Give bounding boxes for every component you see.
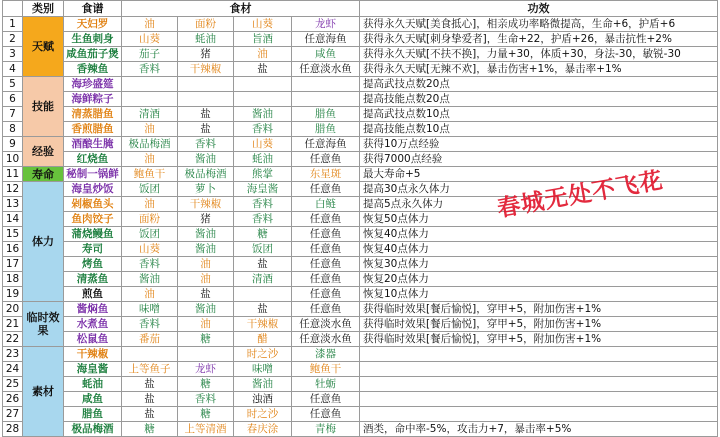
table-row [3,47,718,62]
recipe-name: 生鱼刺身 [64,32,122,47]
effect-cell: 最大寿命+5 [360,167,718,182]
ingredient-cell: 极品梅酒 [122,137,178,152]
ingredient-cell: 浊酒 [234,392,292,407]
recipe-name: 海鲜粽子 [64,92,122,107]
effect-cell: 恢复50点体力 [360,212,718,227]
category-cell: 素材 [23,347,64,437]
ingredient-cell: 任意鱼 [292,272,360,287]
ingredient-cell: 干辣椒 [178,197,234,212]
ingredient-cell: 盐 [234,257,292,272]
ingredient-cell: 春庆涂 [234,422,292,437]
ingredient-cell: 香料 [122,317,178,332]
table-row [3,392,718,407]
ingredient-cell: 时之沙 [234,347,292,362]
ingredient-cell [122,77,178,92]
ingredient-cell: 任意鱼 [292,287,360,302]
row-number: 26 [3,392,23,407]
category-cell: 体力 [23,182,64,302]
effect-cell: 酒类，命中率-5%，攻击力+7，暴击率+5% [360,422,718,437]
row-number: 16 [3,242,23,257]
recipe-name: 寿司 [64,242,122,257]
recipe-name: 海皇炒饭 [64,182,122,197]
ingredient-cell: 油 [122,17,178,32]
ingredient-cell: 清酒 [234,272,292,287]
category-header: 类别 [23,1,64,17]
ingredient-cell: 酱油 [178,302,234,317]
recipe-name: 松鼠鱼 [64,332,122,347]
ingredient-cell: 熊掌 [234,167,292,182]
ingredient-cell [122,92,178,107]
ingredient-cell [234,77,292,92]
ingredient-cell: 任意淡水鱼 [292,62,360,77]
table-row [3,242,718,257]
effect-cell: 获得永久天赋[无辣不欢]，暴击伤害+1%，暴击率+1% [360,62,718,77]
row-number: 7 [3,107,23,122]
ingredient-cell: 干辣椒 [234,317,292,332]
ingredient-cell: 蚝油 [234,152,292,167]
ingredient-cell: 白鲢 [292,197,360,212]
ingredient-cell: 任意淡水鱼 [292,332,360,347]
ingredient-cell: 盐 [122,377,178,392]
ingredient-cell [178,92,234,107]
ingredient-cell: 山葵 [122,32,178,47]
effect-cell: 获得10万点经验 [360,137,718,152]
ingredient-cell: 上等清酒 [178,422,234,437]
ingredient-cell: 任意鱼 [292,152,360,167]
row-number: 19 [3,287,23,302]
recipe-name: 清蒸腊鱼 [64,107,122,122]
recipe-name: 酱焖鱼 [64,302,122,317]
effect-cell: 获得7000点经验 [360,152,718,167]
row-number: 4 [3,62,23,77]
ingredient-cell: 香料 [178,137,234,152]
table-row [3,92,718,107]
table-row [3,122,718,137]
ingredient-cell: 上等鱼子 [122,362,178,377]
effect-cell: 提高技能点数20点 [360,92,718,107]
ingredient-cell: 牡蛎 [292,377,360,392]
ingredient-cell [178,77,234,92]
recipe-name: 烤鱼 [64,257,122,272]
table-row [3,422,718,437]
ingredient-cell: 盐 [234,302,292,317]
ingredient-cell: 盐 [234,62,292,77]
ingredient-cell: 腊鱼 [292,122,360,137]
row-number: 17 [3,257,23,272]
ingredient-cell: 酱油 [178,227,234,242]
ingredient-cell: 盐 [178,107,234,122]
table-row [3,107,718,122]
ingredient-cell: 香料 [122,62,178,77]
recipe-name: 香煎腊鱼 [64,122,122,137]
table-row [3,407,718,422]
ingredient-cell: 任意鱼 [292,257,360,272]
ingredient-cell [122,347,178,362]
row-number: 3 [3,47,23,62]
ingredient-cell: 盐 [122,407,178,422]
ingredient-cell: 面粉 [122,212,178,227]
effect-cell: 获得临时效果[餐后愉悦]，穿甲+5，附加伤害+1% [360,302,718,317]
ingredient-cell: 鲍鱼干 [122,167,178,182]
row-number: 22 [3,332,23,347]
category-cell: 寿命 [23,167,64,182]
table-row [3,287,718,302]
table-row [3,62,718,77]
effect-cell: 提高武技点数10点 [360,107,718,122]
row-number: 8 [3,122,23,137]
ingredient-cell: 青梅 [292,422,360,437]
recipe-name: 海皇酱 [64,362,122,377]
effect-cell [360,407,718,422]
ingredient-cell: 糖 [234,227,292,242]
ingredient-cell: 香料 [234,197,292,212]
effect-cell: 恢复40点体力 [360,242,718,257]
category-cell: 经验 [23,137,64,167]
ingredient-cell: 酱油 [234,107,292,122]
ingredient-cell [178,347,234,362]
ingredient-cell: 极品梅酒 [178,167,234,182]
ingredient-cell: 糖 [178,332,234,347]
recipe-name: 天妇罗 [64,17,122,32]
ingredient-cell: 清酒 [122,107,178,122]
ingredient-cell: 香料 [122,257,178,272]
recipe-name: 水煮鱼 [64,317,122,332]
ingredient-cell: 油 [122,287,178,302]
table-row [3,152,718,167]
ingredient-cell: 香料 [234,122,292,137]
row-number: 18 [3,272,23,287]
row-number: 21 [3,317,23,332]
table-row [3,347,718,362]
effect-cell: 恢复20点体力 [360,272,718,287]
ingredient-cell: 面粉 [178,17,234,32]
ingredient-cell [234,287,292,302]
ingredient-cell: 油 [178,257,234,272]
ingredient-cell: 味噌 [234,362,292,377]
ingredient-cell: 任意鱼 [292,392,360,407]
effect-cell: 获得永久天赋[刺身挚爱者]，生命+22，护盾+26，暴击抗性+2% [360,32,718,47]
effect-cell: 恢复30点体力 [360,257,718,272]
ingredient-cell [234,92,292,107]
ingredient-cell: 时之沙 [234,407,292,422]
row-number: 5 [3,77,23,92]
ingredient-cell: 鲍鱼干 [292,362,360,377]
ingredient-cell: 味噌 [122,302,178,317]
table-row [3,257,718,272]
effect-cell [360,347,718,362]
row-number: 9 [3,137,23,152]
effect-cell: 提高武技点数20点 [360,77,718,92]
ingredient-cell: 任意鱼 [292,182,360,197]
row-number: 15 [3,227,23,242]
ingredient-cell: 盐 [122,392,178,407]
row-number: 28 [3,422,23,437]
effect-cell [360,362,718,377]
category-cell: 临时效果 [23,302,64,347]
ingredient-cell: 油 [178,317,234,332]
ingredient-cell: 番茄 [122,332,178,347]
effect-cell: 提高技能点数10点 [360,122,718,137]
recipe-name: 秘制一锅鲜 [64,167,122,182]
row-number: 24 [3,362,23,377]
recipe-name: 鱼肉饺子 [64,212,122,227]
recipe-name: 红烧鱼 [64,152,122,167]
table-row [3,272,718,287]
ingredient-cell: 油 [122,152,178,167]
ingredient-cell: 山葵 [234,17,292,32]
table-row [3,377,718,392]
table-row [3,212,718,227]
recipe-name: 煎鱼 [64,287,122,302]
row-number: 25 [3,377,23,392]
recipe-name: 剁椒鱼头 [64,197,122,212]
ingredient-cell: 任意鱼 [292,212,360,227]
ingredient-cell: 酱油 [122,272,178,287]
effect-cell: 提高5点永久体力 [360,197,718,212]
recipe-name: 蚝油 [64,377,122,392]
row-number: 13 [3,197,23,212]
ingredient-cell: 腊鱼 [292,107,360,122]
ingredient-cell: 香料 [234,212,292,227]
row-number: 20 [3,302,23,317]
effect-cell: 获得永久天赋[美食抵心]，相亲成功率略微提高，生命+6，护盾+6 [360,17,718,32]
ingredient-cell: 咸鱼 [292,47,360,62]
ingredient-cell: 酱油 [178,242,234,257]
recipe-name: 咸鱼茄子煲 [64,47,122,62]
ingredient-cell: 饭团 [122,182,178,197]
effect-cell: 获得临时效果[餐后愉悦]，穿甲+5，附加伤害+1% [360,317,718,332]
ingredient-cell: 龙虾 [178,362,234,377]
recipe-name: 海珍盛筵 [64,77,122,92]
effect-cell: 恢复40点体力 [360,227,718,242]
table-row [3,137,718,152]
recipe-name: 蒲烧鳗鱼 [64,227,122,242]
ingredient-cell: 酱油 [178,152,234,167]
row-number: 14 [3,212,23,227]
table-row [3,332,718,347]
ingredient-cell: 猪 [178,47,234,62]
ingredient-cell: 任意海鱼 [292,32,360,47]
row-number: 2 [3,32,23,47]
ingredients-header: 食材 [122,1,360,17]
table-row [3,227,718,242]
table-row [3,77,718,92]
ingredient-cell: 任意鱼 [292,407,360,422]
ingredient-cell [292,77,360,92]
ingredient-cell: 酱油 [234,377,292,392]
ingredient-cell: 香料 [178,392,234,407]
row-number: 12 [3,182,23,197]
ingredient-cell: 糖 [178,407,234,422]
recipe-name: 香辣鱼 [64,62,122,77]
ingredient-cell: 蚝油 [178,32,234,47]
table-row [3,17,718,32]
effect-cell: 提高30点永久体力 [360,182,718,197]
ingredient-cell: 糖 [122,422,178,437]
recipe-name: 清蒸鱼 [64,272,122,287]
ingredient-cell: 山葵 [234,137,292,152]
ingredient-cell: 任意鱼 [292,227,360,242]
recipe-name: 腊鱼 [64,407,122,422]
table-row [3,302,718,317]
row-number: 11 [3,167,23,182]
effect-header: 功效 [360,1,718,17]
row-number: 10 [3,152,23,167]
header-row [3,1,718,17]
ingredient-cell: 盐 [178,287,234,302]
ingredient-cell: 油 [178,272,234,287]
ingredient-cell: 漆器 [292,347,360,362]
ingredient-cell: 任意淡水鱼 [292,317,360,332]
recipe-name: 酒酿生腌 [64,137,122,152]
table-row [3,362,718,377]
ingredient-cell [292,92,360,107]
ingredient-cell: 旨酒 [234,32,292,47]
ingredient-cell: 任意鱼 [292,242,360,257]
effect-cell [360,392,718,407]
row-number: 23 [3,347,23,362]
watermark-text: 春城无处不飞花 [495,166,666,223]
ingredient-cell: 醋 [234,332,292,347]
ingredient-cell: 糖 [178,377,234,392]
ingredient-cell: 龙虾 [292,17,360,32]
row-number-header [3,1,23,17]
recipe-name: 咸鱼 [64,392,122,407]
effect-cell: 获得永久天赋[不扶不换]，力量+30，体质+30，身法-30，敏锐-30 [360,47,718,62]
ingredient-cell: 饭团 [122,227,178,242]
ingredient-cell: 油 [122,122,178,137]
table-row [3,317,718,332]
ingredient-cell: 油 [122,197,178,212]
ingredient-cell: 茄子 [122,47,178,62]
ingredient-cell: 任意鱼 [292,302,360,317]
ingredient-cell: 萝卜 [178,182,234,197]
ingredient-cell: 山葵 [122,242,178,257]
effect-cell: 恢复10点体力 [360,287,718,302]
recipe-header: 食谱 [64,1,122,17]
row-number: 27 [3,407,23,422]
ingredient-cell: 饭团 [234,242,292,257]
row-number: 1 [3,17,23,32]
ingredient-cell: 油 [234,47,292,62]
ingredient-cell: 干辣椒 [178,62,234,77]
ingredient-cell: 盐 [178,122,234,137]
category-cell: 天赋 [23,17,64,77]
ingredient-cell: 东星斑 [292,167,360,182]
effect-cell: 获得临时效果[餐后愉悦]，穿甲+5，附加伤害+1% [360,332,718,347]
recipe-table [2,0,718,437]
row-number: 6 [3,92,23,107]
ingredient-cell: 任意海鱼 [292,137,360,152]
ingredient-cell: 猪 [178,212,234,227]
category-cell: 技能 [23,77,64,137]
ingredient-cell: 海皇酱 [234,182,292,197]
table-row [3,32,718,47]
effect-cell [360,377,718,392]
recipe-name: 干辣椒 [64,347,122,362]
recipe-name: 极品梅酒 [64,422,122,437]
